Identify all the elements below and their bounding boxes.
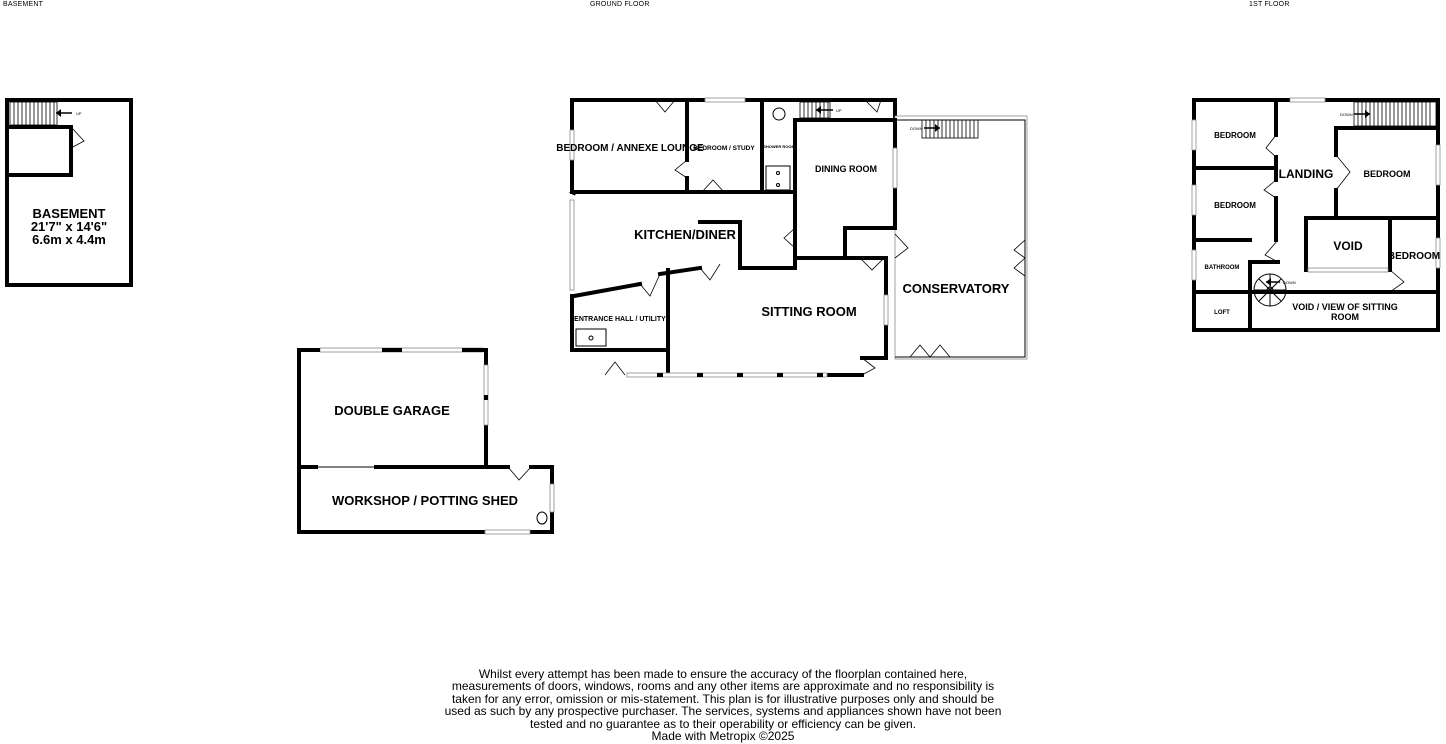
room-sitting-room: SITTING ROOM	[761, 304, 857, 319]
room-bedroom-4: BEDROOM	[1387, 251, 1441, 262]
disclaimer	[440, 668, 1006, 742]
room-bathroom: BATHROOM	[1204, 265, 1240, 271]
basement-plan	[7, 100, 131, 285]
sink-icon	[576, 329, 606, 346]
toilet-icon	[773, 108, 785, 120]
floor-label-ground: GROUND FLOOR	[590, 1, 650, 8]
basement-stair-up-label: UP	[76, 111, 82, 116]
conservatory-stairs-down	[922, 120, 978, 138]
disclaimer-credit: Made with Metropix ©2025	[651, 729, 795, 744]
room-void-view-line-1: VOID / VIEW OF SITTING	[1292, 302, 1398, 312]
floor-label-first: 1ST FLOOR	[1249, 1, 1290, 8]
ground-floor-plan	[556, 98, 1027, 377]
room-entrance-hall-utility: ENTRANCE HALL / UTILITY	[574, 316, 666, 323]
first-floor-plan	[1192, 98, 1440, 330]
room-void: VOID	[1333, 239, 1363, 253]
first-stair-down-label: DOWN	[1340, 112, 1353, 117]
room-void-view-line-2: ROOM	[1331, 312, 1359, 322]
floor-label-basement: BASEMENT	[3, 1, 44, 8]
room-kitchen-diner: KITCHEN/DINER	[634, 227, 736, 242]
conservatory-stair-down-label: DOWN	[910, 126, 923, 131]
room-bedroom-2: BEDROOM	[1214, 201, 1256, 210]
garage-plan	[299, 348, 554, 534]
room-landing: LANDING	[1278, 167, 1334, 181]
room-bedroom-3: BEDROOM	[1363, 169, 1411, 179]
room-conservatory: CONSERVATORY	[902, 281, 1010, 296]
ground-stair-up-label: UP	[836, 108, 842, 113]
room-workshop-potting-shed: WORKSHOP / POTTING SHED	[331, 493, 519, 508]
toilet-icon	[537, 512, 547, 524]
room-basement: BASEMENT	[32, 206, 106, 221]
spiral-staircase-icon	[1254, 274, 1286, 306]
room-loft: LOFT	[1214, 310, 1230, 316]
spiral-stair-down-label: DOWN	[1283, 280, 1296, 285]
room-bedroom-annexe-lounge: BEDROOM / ANNEXE LOUNGE	[556, 143, 704, 154]
room-dining-room: DINING ROOM	[815, 164, 877, 174]
room-double-garage: DOUBLE GARAGE	[334, 403, 450, 418]
disclaimer-text: Whilst every attempt has been made to ensure the accuracy of the floorplan contained here, measurements of doors, windows, rooms and any other items are approximate and no responsibility is taken for any error, omission or mis-statement. This plan is for illustrative purposes only and should be used as such by any prospective purchaser. The services, systems and appliances shown have not been tested and no guarantee as to their operability or efficiency can be given.	[444, 667, 1002, 731]
basement-dims-metric: 6.6m x 4.4m	[32, 232, 106, 247]
room-bedroom-1: BEDROOM	[1214, 131, 1256, 140]
room-bedroom-study: BEDROOM / STUDY	[693, 145, 755, 152]
room-shower-room: SHOWER ROOM	[763, 144, 795, 149]
basement-stairs	[10, 102, 57, 125]
basement-dims-imperial: 21'7" x 14'6"	[30, 219, 108, 234]
